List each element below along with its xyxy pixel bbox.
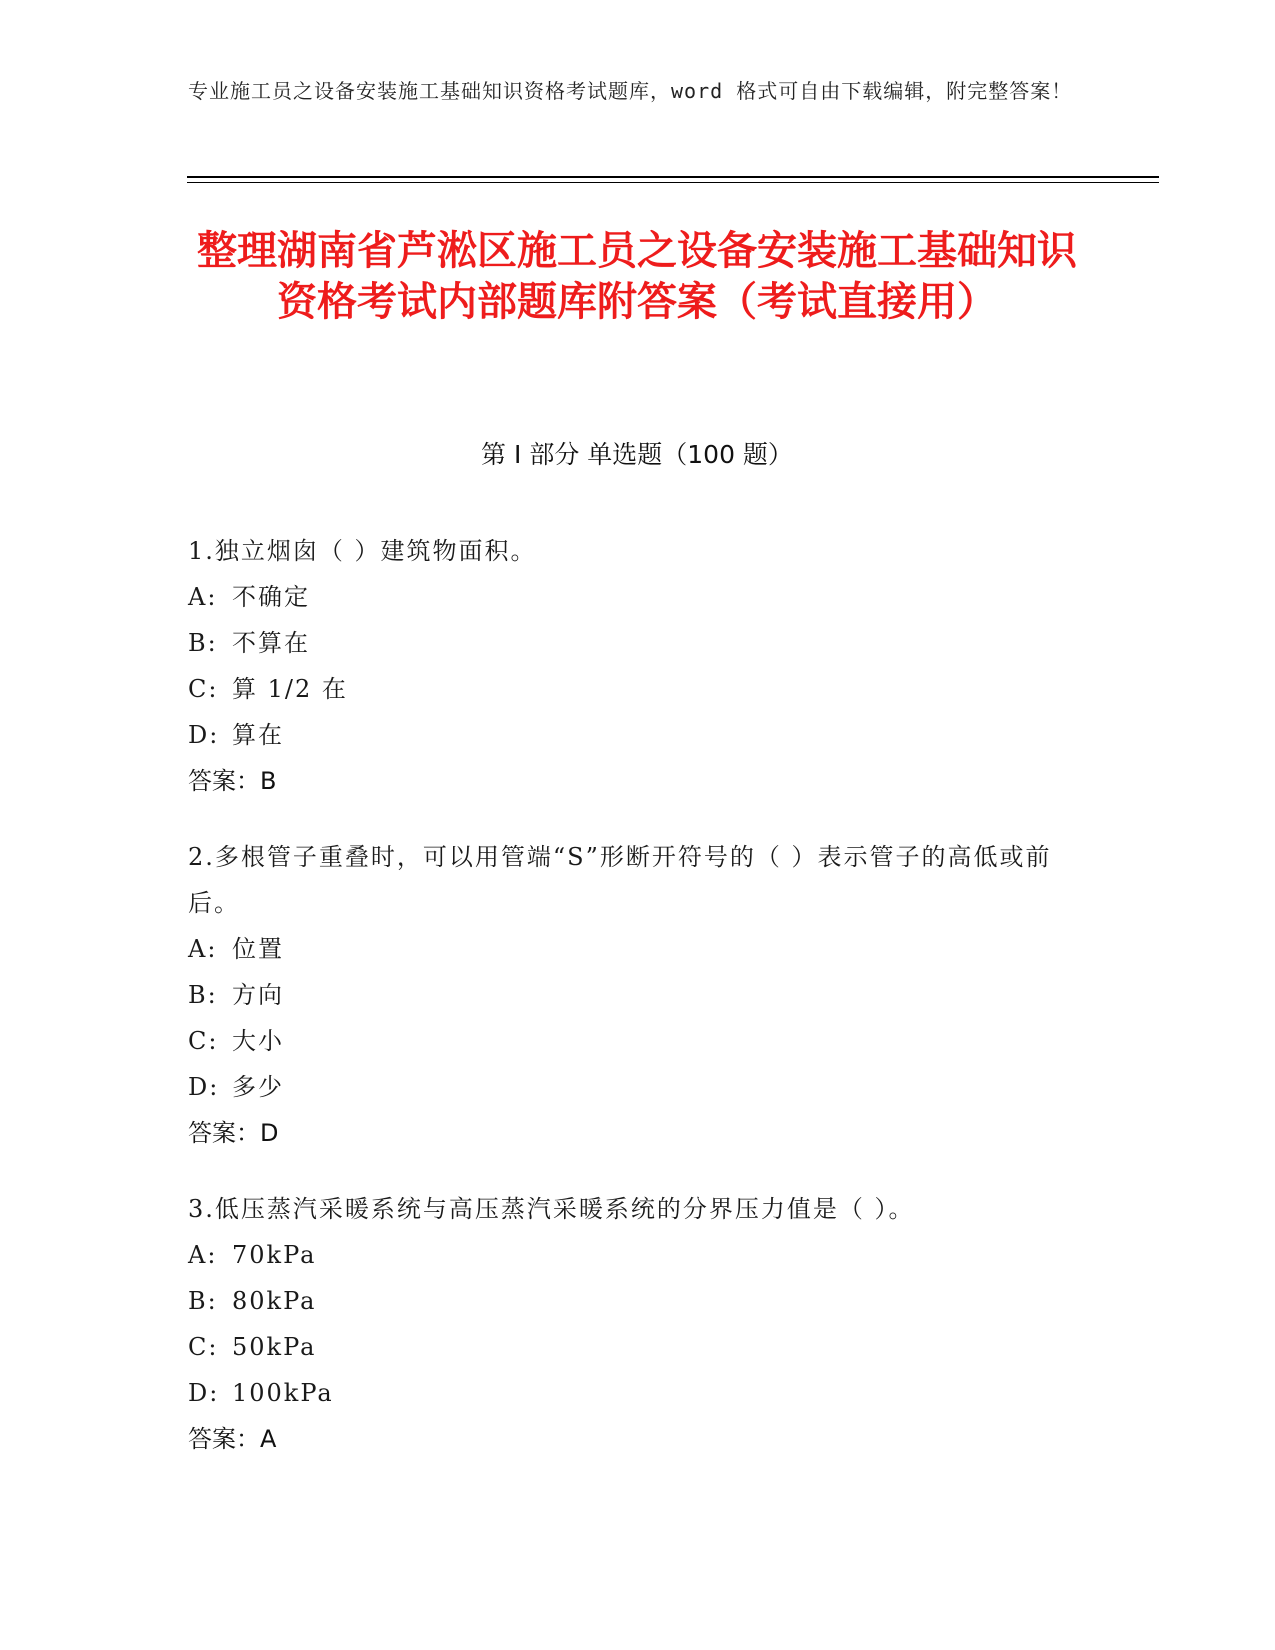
option-text: 不算在: [232, 629, 310, 657]
section-title: 第 I 部分 单选题（100 题）: [481, 440, 793, 469]
option-label: A:: [188, 583, 218, 611]
answer-line: 答案：B: [188, 767, 277, 795]
option-c: [188, 1324, 1068, 1370]
option-label: A:: [188, 1241, 218, 1269]
option-text: 80kPa: [232, 1287, 317, 1315]
option-text: 大小: [232, 1027, 284, 1055]
option-b: [188, 620, 1068, 666]
option-text: 50kPa: [232, 1333, 317, 1361]
option-a: [188, 1232, 1068, 1278]
option-label: C:: [188, 675, 219, 703]
option-a: [188, 926, 1068, 972]
question-3: [188, 1186, 1068, 1462]
option-c: [188, 1018, 1068, 1064]
question-1: [188, 528, 1068, 804]
option-label: B:: [188, 1287, 218, 1315]
option-text: 位置: [232, 935, 284, 963]
option-d: [188, 712, 1068, 758]
option-label: D:: [188, 1073, 220, 1101]
option-label: D:: [188, 1379, 220, 1407]
option-text: 70kPa: [232, 1241, 317, 1269]
option-d: [188, 1370, 1068, 1416]
option-label: C:: [188, 1027, 219, 1055]
document-title: 整理湖南省芦淞区施工员之设备安装施工基础知识资格考试内部题库附答案（考试直接用）: [197, 228, 1077, 325]
header-note: 专业施工员之设备安装施工基础知识资格考试题库，word 格式可自由下载编辑，附完整答案！: [188, 79, 1073, 103]
option-a: [188, 574, 1068, 620]
answer-line: 答案：A: [188, 1425, 277, 1453]
option-label: C:: [188, 1333, 219, 1361]
option-b: [188, 972, 1068, 1018]
option-text: 多少: [232, 1073, 284, 1101]
option-text: 算在: [232, 721, 284, 749]
question-list: [188, 528, 1068, 1492]
option-text: 算 1/2 在: [232, 675, 348, 703]
question-stem: 3.低压蒸汽采暖系统与高压蒸汽采暖系统的分界压力值是（ ）。: [188, 1195, 915, 1223]
option-text: 100kPa: [232, 1379, 334, 1407]
option-label: B:: [188, 629, 218, 657]
question-stem: 1.独立烟囱（ ）建筑物面积。: [188, 537, 537, 565]
option-text: 不确定: [232, 583, 310, 611]
option-b: [188, 1278, 1068, 1324]
option-label: B:: [188, 981, 218, 1009]
header-rule-thin: [187, 182, 1159, 183]
option-text: 方向: [232, 981, 284, 1009]
answer-line: 答案：D: [188, 1119, 279, 1147]
option-label: A:: [188, 935, 218, 963]
option-d: [188, 1064, 1068, 1110]
question-2: [188, 834, 1068, 1156]
option-c: [188, 666, 1068, 712]
question-stem: 2.多根管子重叠时，可以用管端“S”形断开符号的（ ）表示管子的高低或前后。: [188, 843, 1052, 917]
option-label: D:: [188, 721, 220, 749]
header-rule-thick: [187, 176, 1159, 178]
